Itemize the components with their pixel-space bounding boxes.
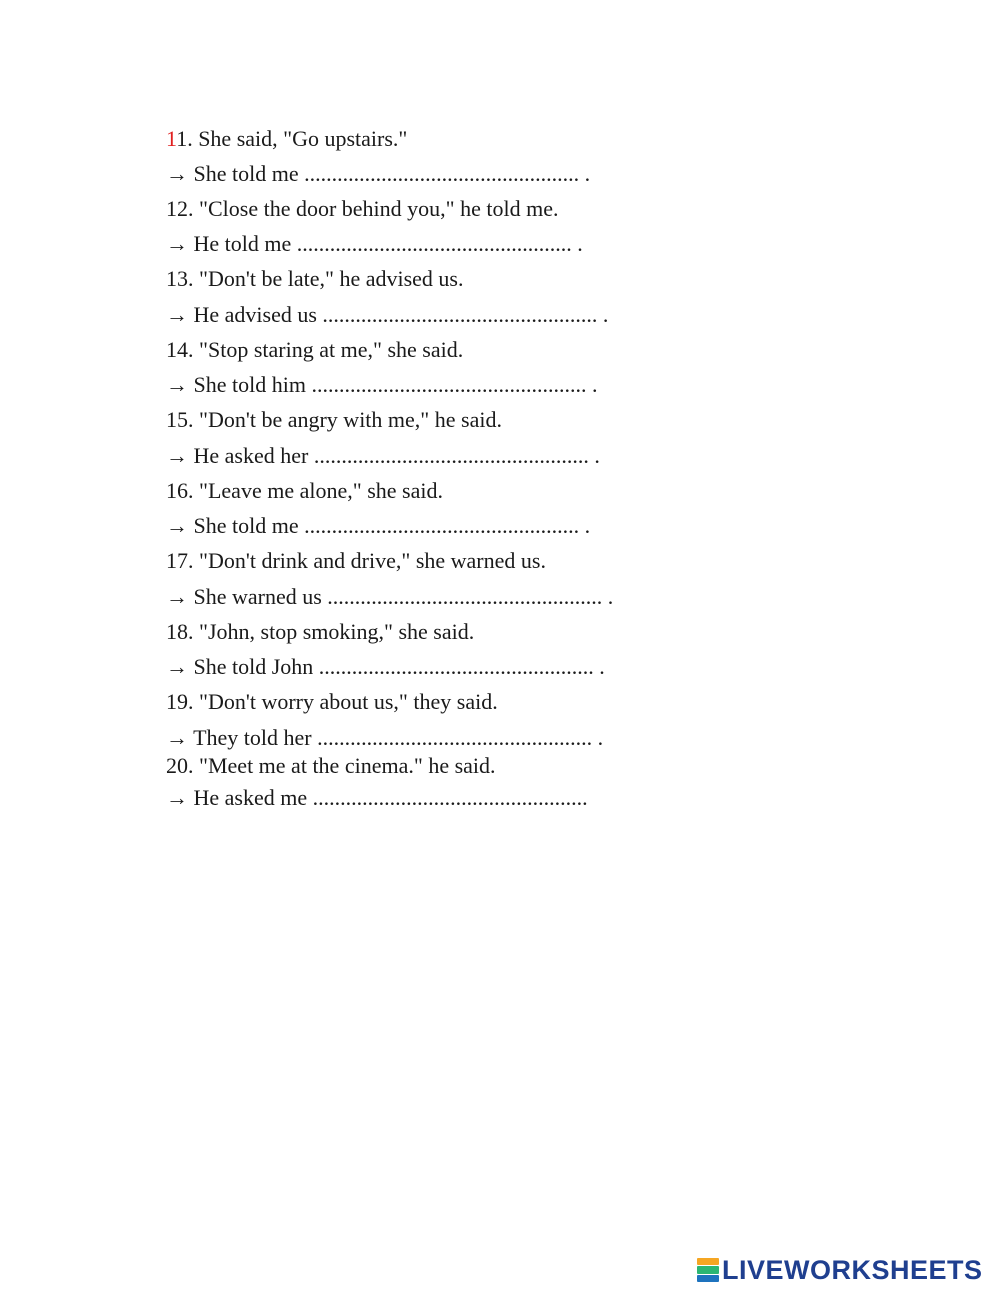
- exercise-number: 15.: [166, 407, 194, 432]
- exercise-16-prompt: [166, 478, 443, 504]
- exercise-prompt: She said, "Go upstairs.": [198, 126, 408, 151]
- exercise-number: 1.: [176, 126, 193, 151]
- exercise-19-answer[interactable]: → They told her .................................................. .: [166, 725, 604, 750]
- logo-block-middle: [697, 1266, 719, 1273]
- exercise-number: 18.: [166, 619, 194, 644]
- exercise-number-highlight: 1: [166, 126, 177, 151]
- exercise-number: 16.: [166, 478, 194, 503]
- exercise-20-answer[interactable]: → He asked me ..................................................: [166, 785, 588, 810]
- exercise-19-prompt: [166, 689, 498, 715]
- exercise-14-answer[interactable]: → She told him .................................................. .: [166, 372, 598, 397]
- exercise-number: 19.: [166, 689, 194, 714]
- exercise-prompt: "Close the door behind you," he told me.: [199, 196, 559, 221]
- logo-block-bottom: [697, 1275, 719, 1282]
- exercise-number: 20.: [166, 753, 194, 778]
- exercise-number: 13.: [166, 266, 194, 291]
- exercise-13-prompt: [166, 266, 463, 292]
- exercise-number: 12.: [166, 196, 194, 221]
- exercise-prompt: "Don't be angry with me," he said.: [199, 407, 502, 432]
- exercise-number: 17.: [166, 548, 194, 573]
- exercise-14-prompt: [166, 337, 463, 363]
- exercise-18-prompt: [166, 619, 474, 645]
- liveworksheets-logo-icon: [697, 1258, 719, 1282]
- brand-text: LIVEWORKSHEETS: [722, 1254, 983, 1285]
- exercise-12-prompt: [166, 196, 559, 222]
- exercise-prompt: "Stop staring at me," she said.: [199, 337, 464, 362]
- exercise-prompt: "Leave me alone," she said.: [199, 478, 443, 503]
- exercise-13-answer[interactable]: → He advised us .................................................. .: [166, 302, 609, 327]
- exercise-15-prompt: [166, 407, 502, 433]
- liveworksheets-brand[interactable]: [697, 1256, 983, 1284]
- exercise-prompt: "Don't be late," he advised us.: [199, 266, 464, 291]
- exercise-prompt: "Don't worry about us," they said.: [199, 689, 498, 714]
- exercise-12-answer[interactable]: → He told me .................................................. .: [166, 231, 583, 256]
- exercise-number: 14.: [166, 337, 194, 362]
- exercise-11-answer[interactable]: → She told me .................................................. .: [166, 161, 591, 186]
- exercise-17-prompt: [166, 548, 546, 574]
- exercise-17-answer[interactable]: → She warned us .................................................. .: [166, 584, 614, 609]
- exercise-16-answer[interactable]: → She told me .................................................. .: [166, 513, 591, 538]
- exercise-15-answer[interactable]: → He asked her .................................................. .: [166, 443, 600, 468]
- logo-block-top: [697, 1258, 719, 1265]
- exercise-prompt: "John, stop smoking," she said.: [199, 619, 475, 644]
- exercise-11-prompt: [166, 126, 407, 152]
- exercise-prompt: "Don't drink and drive," she warned us.: [199, 548, 546, 573]
- exercise-prompt: "Meet me at the cinema." he said.: [199, 753, 496, 778]
- exercise-20-prompt: [166, 753, 496, 779]
- exercise-18-answer[interactable]: → She told John .................................................. .: [166, 654, 605, 679]
